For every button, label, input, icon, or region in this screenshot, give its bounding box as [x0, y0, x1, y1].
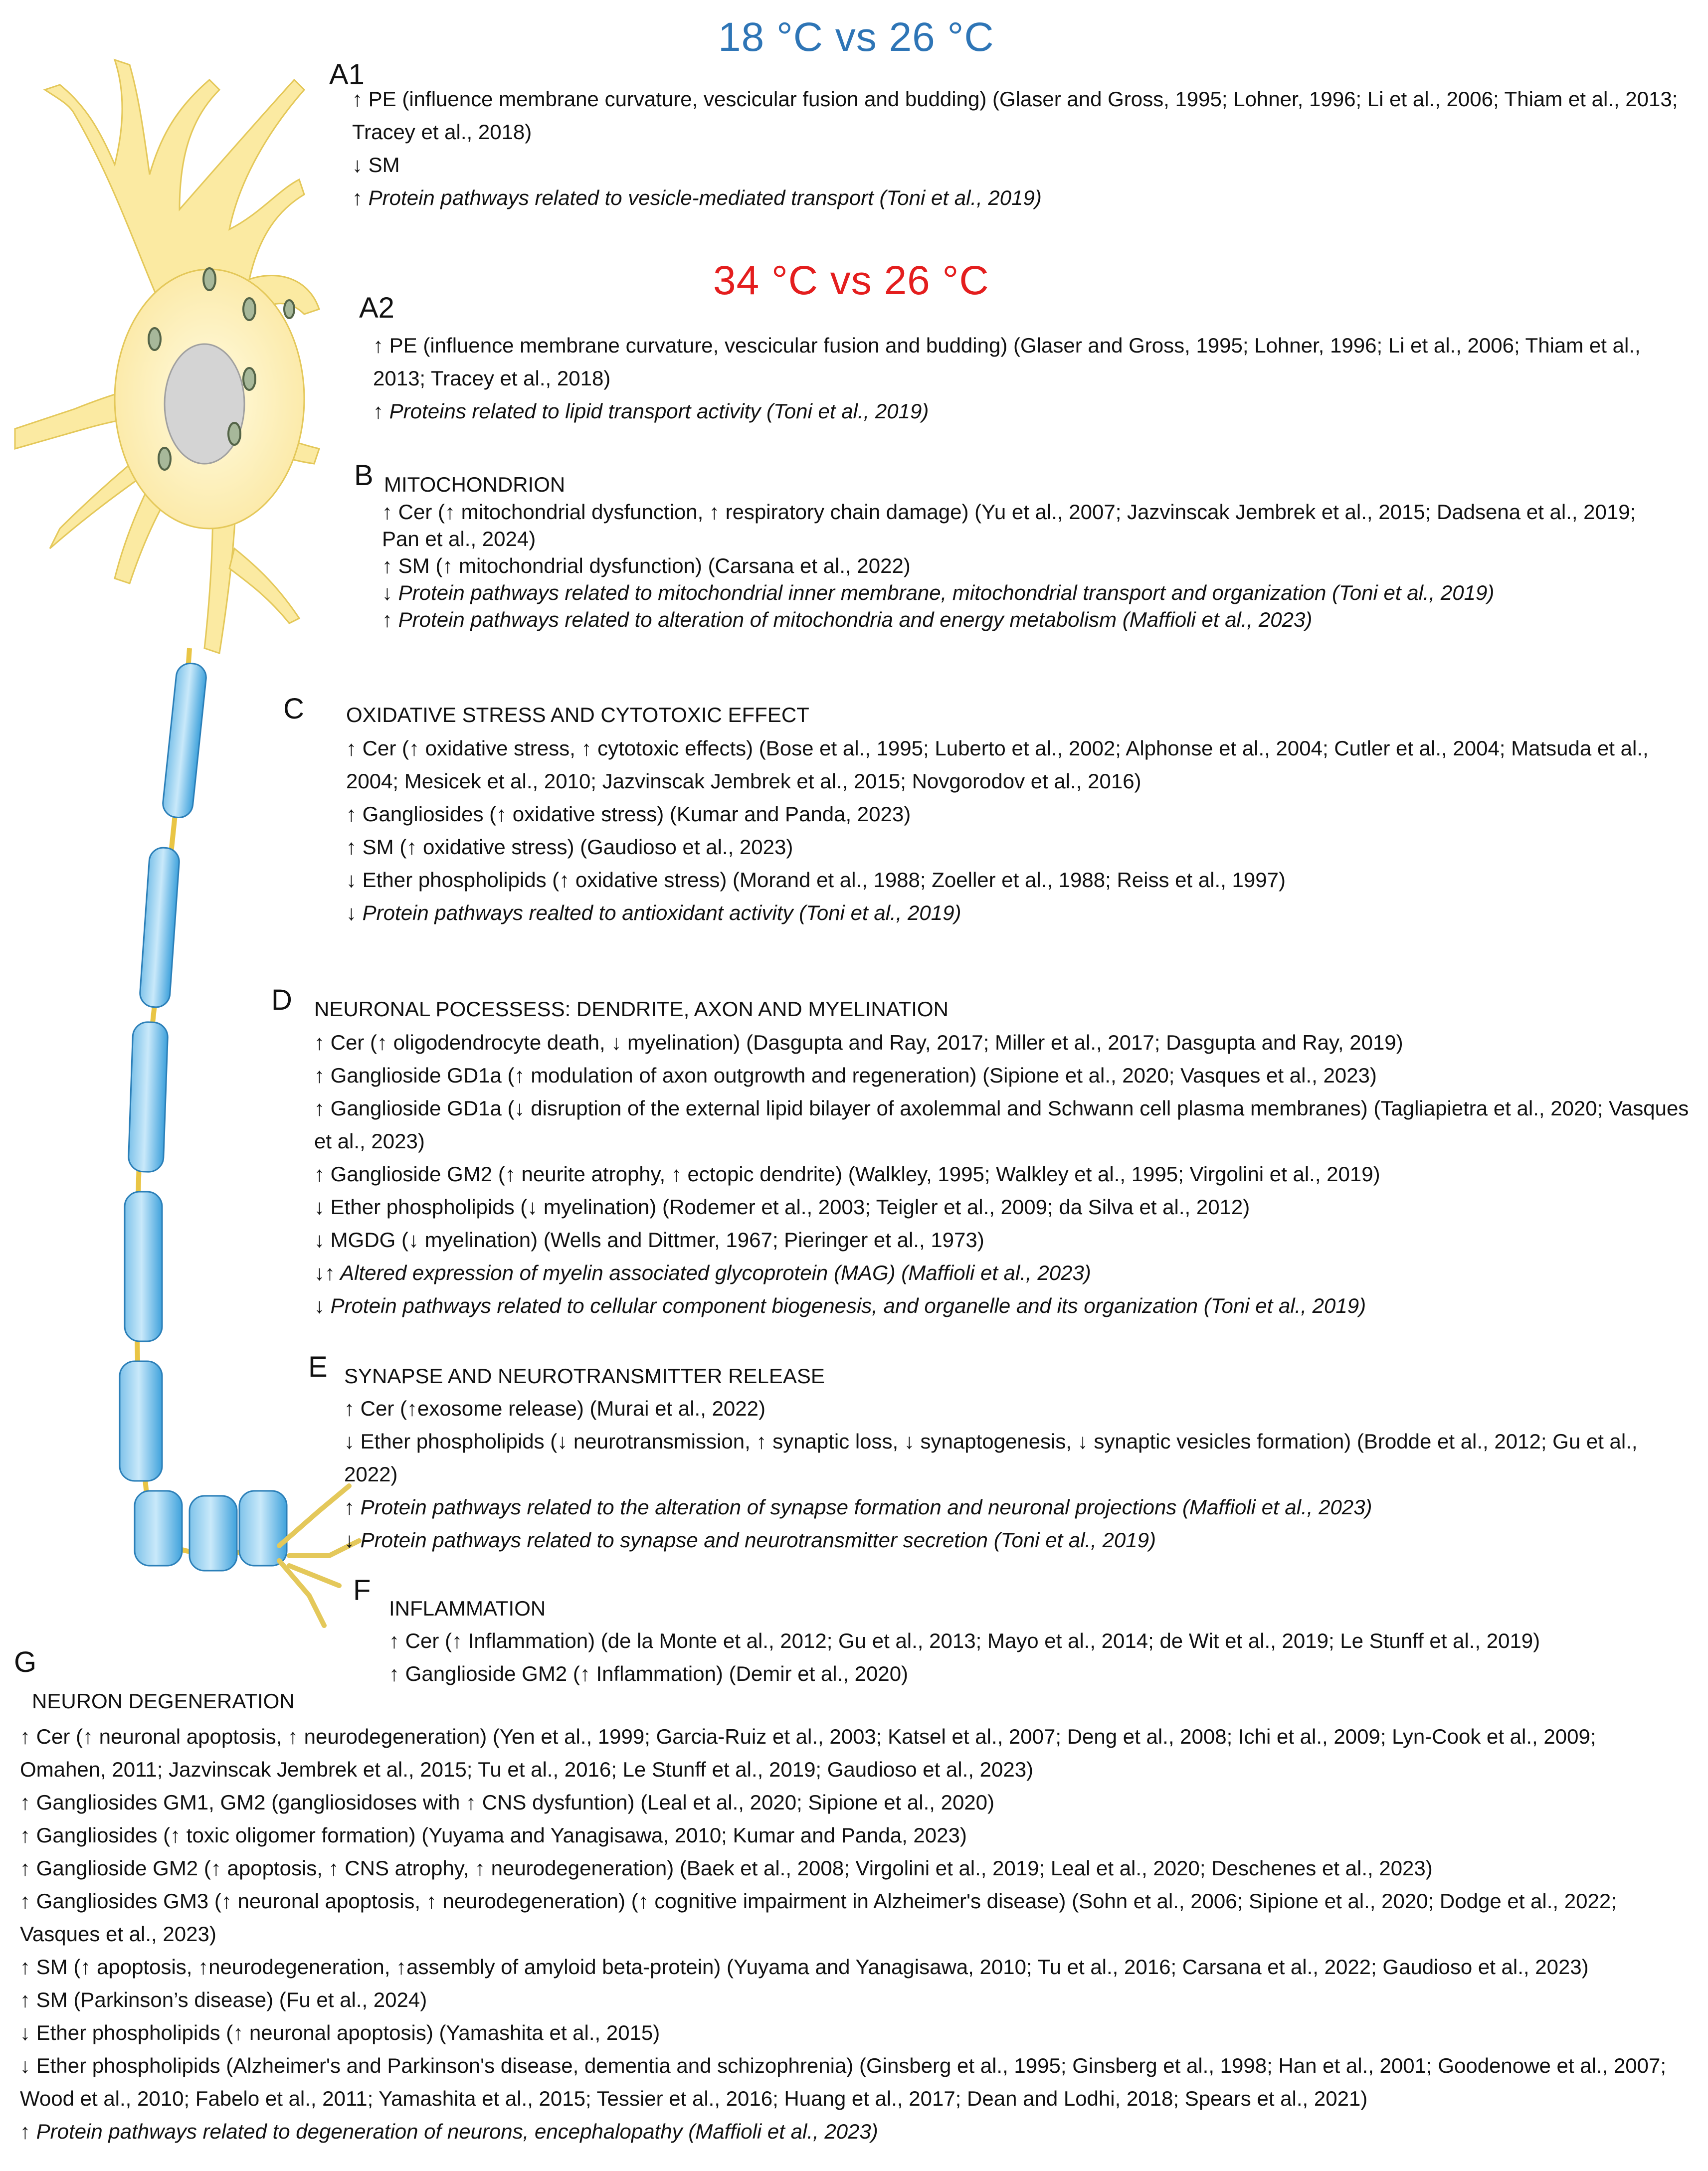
list-item: ↑ Cer (↑ mitochondrial dysfunction, ↑ respiratory chain damage) (Yu et al., 2007; Jazvinscak Jembrek et al., 2015; Dadsena et al., 2019; Pan et al., 2024): [382, 500, 1636, 550]
myelin-sheath: [120, 662, 287, 1571]
list-item: ↑ Cer (↑ Inflammation) (de la Monte et al., 2012; Gu et al., 2013; Mayo et al., 2014; de Wit et al., 2019; Le Stunff et al., 2019): [389, 1629, 1540, 1652]
list-item: ↑ Ganglioside GD1a (↑ modulation of axon outgrowth and regeneration) (Sipione et al., 2020; Vasques et al., 2023): [314, 1064, 1377, 1087]
title-warm: 34 °C vs 26 °C: [713, 258, 989, 303]
section-d-list: [314, 1026, 1691, 1322]
section-d-heading: NEURONAL POCESSESS: DENDRITE, AXON AND MYELINATION: [314, 997, 949, 1021]
section-letter-f: F: [353, 1574, 371, 1607]
list-item: ↑ Protein pathways related to degeneration of neurons, encephalopathy (Maffioli et al., 2023): [20, 2120, 878, 2143]
list-item: ↑ SM (↑ oxidative stress) (Gaudioso et al., 2023): [346, 835, 793, 859]
section-letter-g: G: [14, 1646, 37, 1678]
section-f-heading: INFLAMMATION: [389, 1597, 546, 1620]
list-item: ↑ Gangliosides GM3 (↑ neuronal apoptosis, ↑ neurodegeneration) (↑ cognitive impairment in Alzheimer's disease) (Sohn et al., 2006; Sipione et al., 2020; Dodge et al., 2022; Vasques et al., 2023): [20, 1889, 1617, 1946]
list-item: ↑ Ganglioside GM2 (↑ apoptosis, ↑ CNS atrophy, ↑ neurodegeneration) (Baek et al., 2008; Virgolini et al., 2019; Leal et al., 2020; Deschenes et al., 2023): [20, 1856, 1433, 1880]
neuron-illustration: [0, 0, 379, 1645]
list-item: ↑ Cer (↑ oligodendrocyte death, ↓ myelination) (Dasgupta and Ray, 2017; Miller et al., 2017; Dasgupta and Ray, 2019): [314, 1031, 1403, 1054]
list-item: ↑ Ganglioside GM2 (↑ neurite atrophy, ↑ ectopic dendrite) (Walkley, 1995; Walkley et al., 1995; Virgolini et al., 2019): [314, 1162, 1380, 1186]
section-e-list: [344, 1392, 1691, 1557]
list-item: ↓↑ Altered expression of myelin associated glycoprotein (MAG) (Maffioli et al., 2023): [314, 1261, 1091, 1284]
list-item: ↑ PE (influence membrane curvature, vescicular fusion and budding) (Glaser and Gross, 1995; Lohner, 1996; Li et al., 2006; Thiam et al., 2013; Tracey et al., 2018): [373, 334, 1641, 390]
list-item: ↑ Gangliosides (↑ oxidative stress) (Kumar and Panda, 2023): [346, 802, 911, 826]
section-f-list: [389, 1625, 1686, 1690]
list-item: ↑ Ganglioside GD1a (↓ disruption of the external lipid bilayer of axolemmal and Schwann cell plasma membranes) (Tagliapietra et al., 2020; Vasques et al., 2023): [314, 1096, 1689, 1153]
list-item: ↑ Cer (↑ neuronal apoptosis, ↑ neurodegeneration) (Yen et al., 1999; Garcia-Ruiz et al., 2003; Katsel et al., 2007; Deng et al., 2008; Ichi et al., 2009; Lyn-Cook et al., 2009; Omahen, 2011; Jazvinscak Jembrek et al., 2015; Tu et al., 2016; Le Stunff et al., 2019; Gaudioso et al., 2023): [20, 1725, 1596, 1781]
list-item: ↑ SM (↑ apoptosis, ↑neurodegeneration, ↑assembly of amyloid beta-protein) (Yuyama and Yanagisawa, 2010; Tu et al., 2016; Carsana et al., 2022; Gaudioso et al., 2023): [20, 1955, 1589, 1979]
list-item: ↓ Ether phospholipids (↓ myelination) (Rodemer et al., 2003; Teigler et al., 2009; da Silva et al., 2012): [314, 1195, 1250, 1219]
list-item: ↓ Protein pathways related to mitochondrial inner membrane, mitochondrial transport and organization (Toni et al., 2019): [382, 581, 1495, 604]
section-letter-a1: A1: [329, 58, 365, 91]
section-letter-c: C: [283, 693, 304, 725]
section-b-heading: MITOCHONDRION: [384, 473, 566, 496]
list-item: ↓ Protein pathways related to synapse and neurotransmitter secretion (Toni et al., 2019): [344, 1528, 1156, 1552]
list-item: ↑ Protein pathways related to vesicle-mediated transport (Toni et al., 2019): [352, 186, 1042, 209]
list-item: ↑ Ganglioside GM2 (↑ Inflammation) (Demir et al., 2020): [389, 1662, 909, 1685]
nucleus: [165, 344, 244, 464]
list-item: ↑ Cer (↑exosome release) (Murai et al., 2022): [344, 1397, 765, 1420]
title-cold: 18 °C vs 26 °C: [718, 14, 994, 60]
list-item: ↑ SM (↑ mitochondrial dysfunction) (Carsana et al., 2022): [382, 554, 911, 577]
list-item: ↑ Protein pathways related to the alteration of synapse formation and neuronal projections (Maffioli et al., 2023): [344, 1495, 1372, 1519]
section-g-list: [20, 1720, 1686, 2148]
section-c-list: [346, 732, 1673, 929]
section-letter-a2: A2: [359, 292, 394, 324]
section-letter-b: B: [354, 459, 374, 492]
list-item: ↓ Protein pathways related to cellular component biogenesis, and organelle and its organization (Toni et al., 2019): [314, 1294, 1366, 1317]
list-item: ↓ Ether phospholipids (↓ neurotransmission, ↑ synaptic loss, ↓ synaptogenesis, ↓ synaptic vesicles formation) (Brodde et al., 2012; Gu et al., 2022): [344, 1430, 1638, 1486]
list-item: ↓ Protein pathways realted to antioxidant activity (Toni et al., 2019): [346, 901, 961, 924]
list-item: ↓ Ether phospholipids (↑ neuronal apoptosis) (Yamashita et al., 2015): [20, 2021, 660, 2044]
section-letter-d: D: [271, 984, 292, 1016]
list-item: ↑ PE (influence membrane curvature, vescicular fusion and budding) (Glaser and Gross, 1995; Lohner, 1996; Li et al., 2006; Thiam et al., 2013; Tracey et al., 2018): [352, 87, 1678, 144]
section-a1-list: [352, 83, 1689, 214]
list-item: ↑ Gangliosides GM1, GM2 (gangliosidoses with ↑ CNS dysfuntion) (Leal et al., 2020; Sipione et al., 2020): [20, 1791, 995, 1814]
list-item: ↓ MGDG (↓ myelination) (Wells and Dittmer, 1967; Pieringer et al., 1973): [314, 1228, 984, 1252]
list-item: ↑ Proteins related to lipid transport activity (Toni et al., 2019): [373, 399, 929, 423]
list-item: ↑ Gangliosides (↑ toxic oligomer formation) (Yuyama and Yanagisawa, 2010; Kumar and Panda, 2023): [20, 1823, 967, 1847]
section-c-heading: OXIDATIVE STRESS AND CYTOTOXIC EFFECT: [346, 703, 809, 726]
list-item: ↓ Ether phospholipids (Alzheimer's and Parkinson's disease, dementia and schizophrenia) (Ginsberg et al., 1995; Ginsberg et al., 1998; Han et al., 2001; Goodenowe et al., 2007; Wood et al., 2010; Fabelo et al., 2011; Yamashita et al., 2015; Tessier et al., 2016; Huang et al., 2017; Dean and Lodhi, 2018; Spears et al., 2021): [20, 2054, 1666, 2110]
list-item: ↑ Cer (↑ oxidative stress, ↑ cytotoxic effects) (Bose et al., 1995; Luberto et al., 2002; Alphonse et al., 2004; Cutler et al., 2004; Matsuda et al., 2004; Mesicek et al., 2010; Jazvinscak Jembrek et al., 2015; Novgorodov et al., 2016): [346, 736, 1649, 793]
section-a2-list: [373, 329, 1690, 428]
list-item: ↓ SM: [352, 153, 400, 177]
section-e-heading: SYNAPSE AND NEUROTRANSMITTER RELEASE: [344, 1364, 825, 1388]
section-b-list: [382, 499, 1659, 633]
list-item: ↑ SM (Parkinson’s disease) (Fu et al., 2024): [20, 1988, 427, 2011]
section-letter-e: E: [308, 1351, 328, 1383]
list-item: ↑ Protein pathways related to alteration of mitochondria and energy metabolism (Maffioli et al., 2023): [382, 608, 1313, 631]
section-g-heading: NEURON DEGENERATION: [32, 1689, 295, 1713]
list-item: ↓ Ether phospholipids (↑ oxidative stress) (Morand et al., 1988; Zoeller et al., 1988; Reiss et al., 1997): [346, 868, 1286, 892]
